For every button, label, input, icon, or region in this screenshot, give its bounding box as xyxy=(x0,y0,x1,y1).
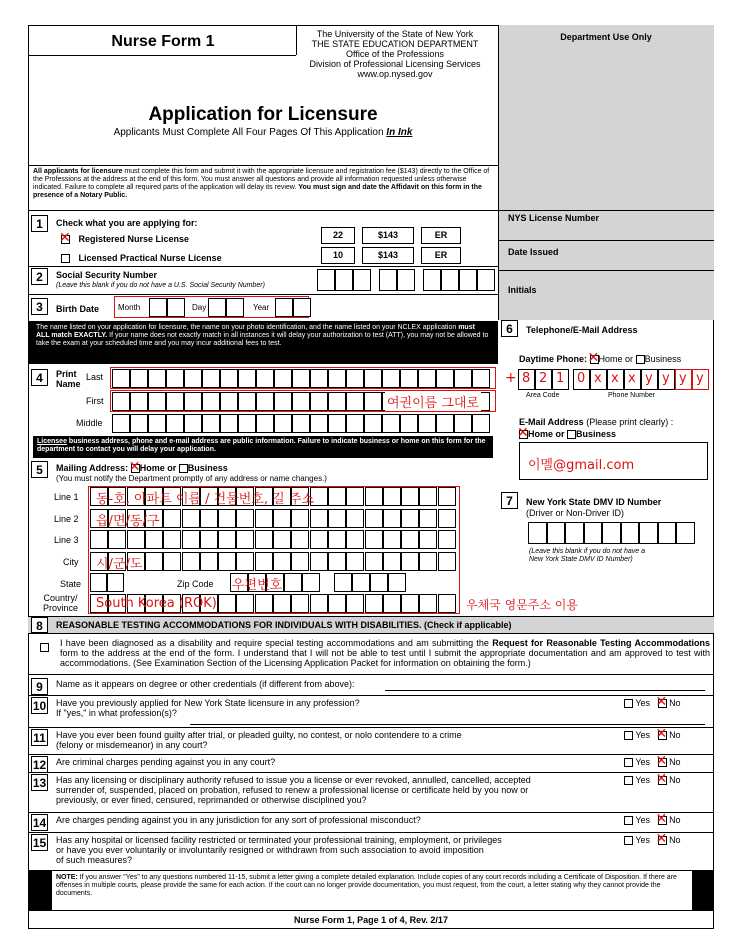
phone-digit-box[interactable] xyxy=(675,369,692,390)
phone-number-label: Phone Number xyxy=(608,392,656,399)
yes-checkbox[interactable] xyxy=(624,816,633,825)
question-subline: previously, or ever fined, censured, reprimanded or otherwise disciplined you? xyxy=(56,795,367,805)
email-business-checkbox[interactable] xyxy=(567,430,576,439)
ssn-label: Social Security Number xyxy=(56,270,158,280)
date-issued-label: Date Issued xyxy=(508,247,559,257)
yes-label: Yes xyxy=(635,815,651,825)
lpn-er: ER xyxy=(421,247,461,264)
phone-digit: y xyxy=(662,371,670,386)
s8-text-c: form to the address at the end of the form. I understand that I will not be able to test until I submit the appropriate documentation and am approved to test with accommodations. (See Examination Section of the Licensing Application Packet for information on obtaining the form.) xyxy=(60,648,710,668)
app-title: Application for Licensure xyxy=(148,104,378,125)
question-num: 15 xyxy=(32,836,47,850)
accommodations-checkbox[interactable] xyxy=(40,643,49,652)
birth-date-label: Birth Date xyxy=(56,304,100,314)
section-num: 6 xyxy=(501,320,518,337)
lpn-option[interactable] xyxy=(61,253,222,263)
dmv-note xyxy=(529,548,645,564)
phone-digit-box[interactable] xyxy=(692,369,709,390)
phone-digit: y xyxy=(696,371,704,386)
yes-no-group[interactable] xyxy=(624,757,681,767)
yes-label: Yes xyxy=(635,698,651,708)
daytime-phone xyxy=(519,354,681,364)
middle-label: Middle xyxy=(76,418,103,428)
no-checkbox[interactable] xyxy=(658,776,667,785)
mailing-label: Mailing Address: xyxy=(56,463,129,473)
section-num: 3 xyxy=(31,298,48,315)
mailing-note: (You must notify the Department promptly of any address or name changes.) xyxy=(56,474,327,483)
s8-title xyxy=(56,620,512,630)
phone-digit: x xyxy=(594,371,602,386)
org-block xyxy=(292,29,498,79)
dmv-digit-box[interactable] xyxy=(621,522,640,544)
ssn-digit-box[interactable] xyxy=(459,269,477,291)
app-subtitle xyxy=(30,127,496,138)
s8-text-b: Request for Reasonable Testing Accommodations xyxy=(492,638,710,648)
email-label: E-Mail Address xyxy=(519,417,584,427)
name-char-box[interactable] xyxy=(130,414,148,433)
yes-no-group[interactable] xyxy=(624,730,681,740)
name-char-box[interactable] xyxy=(400,414,418,433)
yes-label: Yes xyxy=(635,730,651,740)
question-num: 10 xyxy=(32,699,47,713)
name-char-box[interactable] xyxy=(472,414,490,433)
email-business-label: Business xyxy=(576,429,617,439)
address-notice-text: business address, phone and e-mail address are public information. Failure to indicate business or home on this form for the department to contact you will delay your application. xyxy=(37,438,486,453)
name-char-box[interactable] xyxy=(184,414,202,433)
ssn-digit-box[interactable] xyxy=(353,269,371,291)
yes-label: Yes xyxy=(635,757,651,767)
form-title: Nurse Form 1 xyxy=(111,33,215,50)
phone-digit: x xyxy=(628,371,636,386)
phone-label: Daytime Phone: xyxy=(519,354,588,364)
name-char-box[interactable] xyxy=(220,414,238,433)
birth-digit-box[interactable] xyxy=(208,298,226,317)
phone-home-checkbox[interactable] xyxy=(590,355,599,364)
name-char-box[interactable] xyxy=(382,414,400,433)
question-subline: of such measures? xyxy=(56,855,133,865)
name-notice xyxy=(28,321,498,364)
mail-home-checkbox[interactable] xyxy=(131,464,140,473)
phone-digit-box[interactable] xyxy=(518,369,535,390)
no-label: No xyxy=(669,730,681,740)
dmv-digit-box[interactable] xyxy=(547,522,566,544)
name-notice-pre: The name listed on your application for licensure, the name on your photo identification, and the name listed on your NCLEX application xyxy=(36,324,459,331)
name-char-box[interactable] xyxy=(238,414,256,433)
question-line: Are charges pending against you in any jurisdiction for any sort of professional misconduct? xyxy=(56,815,421,825)
last-name-highlight xyxy=(110,367,496,389)
last-label: Last xyxy=(86,372,104,382)
question-num: 14 xyxy=(32,816,47,830)
intro-bold: All applicants for licensure xyxy=(33,168,123,175)
email-type xyxy=(519,429,616,439)
no-label: No xyxy=(669,835,681,845)
name-char-box[interactable] xyxy=(310,414,328,433)
no-checkbox[interactable] xyxy=(658,699,667,708)
org-line2: THE STATE EDUCATION DEPARTMENT xyxy=(311,39,479,49)
name-notice-bold: must ALL match EXACTLY. xyxy=(36,324,475,339)
name-char-box[interactable] xyxy=(148,414,166,433)
ssn-digit-box[interactable] xyxy=(477,269,495,291)
lpn-label: Licensed Practical Nurse License xyxy=(78,253,222,263)
no-checkbox[interactable] xyxy=(658,731,667,740)
line1-value: 동-호, 아파트 이름 / 건물번호, 길 주소 xyxy=(96,492,314,507)
intro-tail: You must sign and date the Affidavit on this form in the presence of a Notary Public. xyxy=(33,184,482,199)
s8-title-tail: (Check if applicable) xyxy=(424,620,512,630)
yes-no-group[interactable] xyxy=(624,775,681,785)
question-line: Has any licensing or disciplinary authority refused to issue you a license or ever revoked, annulled, cancelled, accepted xyxy=(56,775,531,785)
app-subtitle-em: In Ink xyxy=(386,127,413,138)
name-char-box[interactable] xyxy=(364,414,382,433)
s1-label: Check what you are applying for: xyxy=(56,218,198,228)
phone-digit-box[interactable] xyxy=(590,369,607,390)
phone-digit: 1 xyxy=(556,371,565,386)
name-char-box[interactable] xyxy=(328,414,346,433)
section-num: 8 xyxy=(31,617,48,633)
phone-digit-box[interactable] xyxy=(624,369,641,390)
ssn-digit-box[interactable] xyxy=(317,269,335,291)
question-num: 12 xyxy=(32,758,47,772)
intro-body: must complete this form and submit it with the appropriate licensure and registration fee ($143) directly to the Office of the Professions at the address at the end of this form. You must answer all questions and provide all information requested unless otherwise indicated. Failure to complete all required parts of the application will delay its review. xyxy=(33,168,490,191)
question-num: 11 xyxy=(31,729,48,746)
dmv-digit-box[interactable] xyxy=(602,522,621,544)
print-label: Print xyxy=(56,369,77,379)
dmv-digit-box[interactable] xyxy=(658,522,677,544)
dmv-label: New York State DMV ID Number xyxy=(526,497,662,507)
question-text xyxy=(56,698,616,718)
tel-email-label: Telephone/E-Mail Address xyxy=(526,325,638,335)
zip-value: 우편번호 xyxy=(232,578,283,593)
yes-checkbox[interactable] xyxy=(624,758,633,767)
birth-digit-box[interactable] xyxy=(167,298,185,317)
rn-code: 22 xyxy=(321,227,355,244)
dept-use-panel xyxy=(498,25,714,320)
dmv-digit-box[interactable] xyxy=(584,522,603,544)
dmv-digit-box[interactable] xyxy=(528,522,547,544)
address-notice xyxy=(33,436,493,458)
ssn-digit-box[interactable] xyxy=(379,269,397,291)
name-char-box[interactable] xyxy=(274,414,292,433)
yes-checkbox[interactable] xyxy=(624,776,633,785)
app-subtitle-text: Applicants Must Complete All Four Pages Of This Application xyxy=(113,127,384,138)
initials-label: Initials xyxy=(508,285,537,295)
month-label: Month xyxy=(118,303,141,312)
s8-text-a: I have been diagnosed as a disability and require special testing accommodations and am submitting the xyxy=(60,638,493,648)
ssn-digit-box[interactable] xyxy=(441,269,459,291)
day-label: Day xyxy=(192,303,207,312)
question-line: Have you previously applied for New York State licensure in any profession? xyxy=(56,698,360,708)
zip-label: Zip Code xyxy=(177,579,214,589)
phone-digit: x xyxy=(611,371,619,386)
no-label: No xyxy=(669,757,681,767)
section-num: 1 xyxy=(31,215,48,232)
city-value: 시/군/도 xyxy=(96,557,143,572)
state-label: State xyxy=(60,579,82,589)
rn-label: Registered Nurse License xyxy=(78,234,190,244)
intro-text xyxy=(33,168,493,200)
phone-digit: y xyxy=(679,371,687,386)
note-body: If you answer "Yes" to any questions numbered 11-15, submit a letter giving a complete detailed explanation. Include copies of any court records including a Certificate of Disposition. If there are offenses in multiple courts, please provide the same for each action. If the court can no longer provide documentation, you must request, from the court, a letter stating why they cannot provide the documents. xyxy=(56,874,677,897)
country-value: South Korea (ROK) xyxy=(96,596,217,611)
ssn-digit-box[interactable] xyxy=(397,269,415,291)
email-home-label: Home or xyxy=(528,429,565,439)
yes-label: Yes xyxy=(635,775,651,785)
first-name-note: 여권이름 그대로 xyxy=(385,392,481,411)
phone-business-checkbox[interactable] xyxy=(636,355,645,364)
country-label-line2: Province xyxy=(43,603,79,613)
line2-value: 읍/면/동/구 xyxy=(96,514,160,529)
dmv-digit-box[interactable] xyxy=(565,522,584,544)
email-address-label xyxy=(519,417,673,427)
address-notice-underline: Licensee xyxy=(37,438,67,445)
org-line1: The University of the State of New York xyxy=(316,29,474,39)
question-num: 9 xyxy=(31,678,48,695)
no-checkbox[interactable] xyxy=(658,758,667,767)
s8-checkbox-wrap[interactable] xyxy=(40,639,49,657)
name-char-box[interactable] xyxy=(436,414,454,433)
question-text xyxy=(56,730,616,750)
name-char-box[interactable] xyxy=(166,414,184,433)
note-left-bar xyxy=(28,870,52,910)
ssn-digit-box[interactable] xyxy=(423,269,441,291)
phone-digit: y xyxy=(645,371,653,386)
note-right-bar xyxy=(692,870,714,910)
ssn-note: (Leave this blank if you do not have a U.S. Social Security Number) xyxy=(56,282,265,289)
line3-label: Line 3 xyxy=(54,535,79,545)
name-label: Name xyxy=(56,379,81,389)
name-notice-post: If your name does not exactly match in all instances it will delay your authorization to test (ATT), you may not be allowed to take the exam at your scheduled time and you may incur additional fees to test. xyxy=(36,332,489,347)
address-note: 우체국 영문주소 이용 xyxy=(466,598,578,612)
question-subline: (felony or misdemeanor) in any court? xyxy=(56,740,208,750)
note-bold: NOTE: xyxy=(56,874,78,881)
mailing-address xyxy=(56,463,228,473)
mail-business-label: Business xyxy=(187,463,228,473)
country-label-line1: Country/ xyxy=(43,593,78,603)
name-char-box[interactable] xyxy=(292,414,310,433)
question-line: Name as it appears on degree or other credentials (if different from above): xyxy=(56,679,355,689)
no-label: No xyxy=(669,775,681,785)
section-num: 2 xyxy=(31,268,48,285)
yes-label: Yes xyxy=(635,835,651,845)
phone-digit: 2 xyxy=(539,371,548,386)
dmv-digit-box[interactable] xyxy=(676,522,695,544)
phone-home-label: Home or xyxy=(598,354,634,364)
email-note: (Please print clearly) : xyxy=(586,417,674,427)
question-subline: or have you ever voluntarily or involuntarily resigned or withdrawn from such association to avoid imposition xyxy=(56,845,484,855)
no-label: No xyxy=(669,815,681,825)
birth-digit-box[interactable] xyxy=(226,298,244,317)
org-line3: Office of the Professions xyxy=(346,49,444,59)
phone-digit-box[interactable] xyxy=(607,369,624,390)
s8-text xyxy=(60,638,710,668)
question-subline: If "yes," in what profession(s)? xyxy=(56,708,177,718)
city-label: City xyxy=(63,557,79,567)
phone-digit-box[interactable] xyxy=(573,369,590,390)
phone-digit-box[interactable] xyxy=(658,369,675,390)
lpn-code: 10 xyxy=(321,247,355,264)
no-checkbox[interactable] xyxy=(658,836,667,845)
yes-checkbox[interactable] xyxy=(624,731,633,740)
year-label: Year xyxy=(253,303,270,312)
area-code-label: Area Code xyxy=(526,392,560,399)
question-line: Have you ever been found guilty after trial, or pleaded guilty, no contest, or nolo contendere to a crime xyxy=(56,730,462,740)
dept-use-label: Department Use Only xyxy=(560,32,652,42)
birth-digit-box[interactable] xyxy=(275,298,293,317)
rn-er: ER xyxy=(421,227,461,244)
yes-no-group[interactable] xyxy=(624,698,681,708)
name-char-box[interactable] xyxy=(418,414,436,433)
phone-plus: + xyxy=(505,370,517,386)
org-line5: www.op.nysed.gov xyxy=(357,69,433,79)
phone-business-label: Business xyxy=(644,354,682,364)
question-line: Has any hospital or licensed facility restricted or terminated your professional training, employment, or privileges xyxy=(56,835,502,845)
first-label: First xyxy=(86,396,104,406)
nys-license-number-label: NYS License Number xyxy=(508,213,600,223)
lpn-checkbox[interactable] xyxy=(61,254,70,263)
dmv-digit-box[interactable] xyxy=(639,522,658,544)
rn-option[interactable] xyxy=(61,234,189,244)
question-text xyxy=(56,757,616,767)
section-num: 5 xyxy=(31,461,48,478)
phone-digit-box[interactable] xyxy=(641,369,658,390)
section-num: 4 xyxy=(31,369,48,386)
yes-no-group[interactable] xyxy=(624,835,681,845)
footer: Nurse Form 1, Page 1 of 4, Rev. 2/17 xyxy=(294,915,448,925)
email-home-checkbox[interactable] xyxy=(519,430,528,439)
name-char-box[interactable] xyxy=(454,414,472,433)
no-checkbox[interactable] xyxy=(658,816,667,825)
name-char-box[interactable] xyxy=(112,414,130,433)
dmv-note-line2: New York State DMV ID Number) xyxy=(529,556,633,563)
mail-home-label: Home or xyxy=(139,463,177,473)
print-name-label xyxy=(56,369,81,389)
question-num: 13 xyxy=(32,776,47,790)
name-char-box[interactable] xyxy=(202,414,220,433)
ssn-digit-box[interactable] xyxy=(335,269,353,291)
rn-checkbox[interactable] xyxy=(61,235,70,244)
note-text xyxy=(56,874,688,898)
section-num: 7 xyxy=(501,492,518,509)
s8-title-main: REASONABLE TESTING ACCOMMODATIONS FOR INDIVIDUALS WITH DISABILITIES. xyxy=(56,620,422,630)
org-line4: Division of Professional Licensing Services xyxy=(309,59,481,69)
phone-digit-box[interactable] xyxy=(552,369,569,390)
country-label xyxy=(43,593,78,613)
dmv-sub: (Driver or Non-Driver ID) xyxy=(526,508,625,518)
line1-label: Line 1 xyxy=(54,492,79,502)
question-text xyxy=(56,775,616,805)
name-char-box[interactable] xyxy=(346,414,364,433)
question-text xyxy=(56,835,616,865)
name-char-box[interactable] xyxy=(256,414,274,433)
phone-digit: 0 xyxy=(577,371,586,386)
yes-checkbox[interactable] xyxy=(624,699,633,708)
lpn-fee: $143 xyxy=(362,247,414,264)
birth-digit-box[interactable] xyxy=(293,298,311,317)
rn-fee: $143 xyxy=(362,227,414,244)
line2-label: Line 2 xyxy=(54,514,79,524)
yes-checkbox[interactable] xyxy=(624,836,633,845)
birth-digit-box[interactable] xyxy=(149,298,167,317)
email-value: 이멜@gmail.com xyxy=(528,458,635,473)
question-line: Are criminal charges pending against you in any court? xyxy=(56,757,276,767)
phone-digit: 8 xyxy=(522,371,531,386)
phone-digit-box[interactable] xyxy=(535,369,552,390)
question-text xyxy=(56,815,616,825)
no-label: No xyxy=(669,698,681,708)
question-subline: surrender of, suspended, placed on probation, refused to renew a professional license or certificate held by you now or xyxy=(56,785,529,795)
yes-no-group[interactable] xyxy=(624,815,681,825)
dmv-note-line1: (Leave this blank if you do not have a xyxy=(529,548,645,555)
mail-business-checkbox[interactable] xyxy=(179,464,188,473)
question-text xyxy=(56,679,616,689)
